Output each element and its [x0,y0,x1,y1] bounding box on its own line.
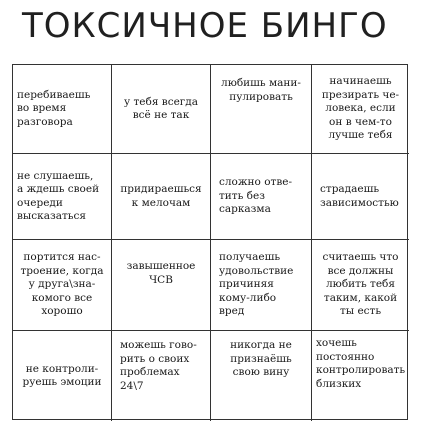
bingo-cell-text: перебиваешь во время разговора [17,88,91,128]
bingo-cell [13,154,112,240]
bingo-cell-text: придираешься к мелочам [120,183,202,209]
bingo-cell-text: не слушаешь, а ждешь своей очереди высказаться [17,169,100,222]
bingo-cell [312,331,409,421]
bingo-cell-text: портится нас- троение, когда у друга\зна- комого все хорошо [20,251,104,318]
bingo-cell-text: любишь мани- пулировать [221,77,301,103]
bingo-cell [13,65,112,154]
bingo-cell [13,331,112,421]
bingo-cell-text: хочешь постоянно контролировать близких [316,337,406,390]
bingo-cell-text: получаешь удовольствие причиняя кому-либо вред [219,251,294,318]
bingo-cell-text: у тебя всегда всё не так [123,95,199,121]
bingo-cell [211,154,312,240]
bingo-cell [112,65,211,154]
bingo-cell [312,154,409,240]
bingo-cell [211,240,312,331]
bingo-cell-text: начинаешь презирать че- ловека, если он в чем-то лучше тебя [321,75,400,142]
bingo-cell [112,240,211,331]
bingo-cell-text: можешь гово- рить о своих проблемах 24\7 [120,339,197,392]
bingo-cell [211,65,312,154]
bingo-cell-text: страдаешь зависимостью [320,183,399,209]
bingo-cell-text: сложно отве- тить без сарказма [219,176,292,216]
page-title: ТОКСИЧНОЕ БИНГО [22,6,388,46]
bingo-cell [312,240,409,331]
bingo-cell-text: не контроли- руешь эмоции [22,362,102,388]
bingo-grid [12,64,408,420]
bingo-cell [112,331,211,421]
bingo-cell [211,331,312,421]
bingo-cell-text: никогда не признаёшь свою вину [230,339,292,378]
bingo-cell [13,240,112,331]
bingo-cell-text: считаешь что все должны любить тебя таким, какой ты есть [322,251,399,318]
bingo-cell [312,65,409,154]
bingo-cell-text: завышенное ЧСВ [126,260,196,286]
bingo-cell [112,154,211,240]
